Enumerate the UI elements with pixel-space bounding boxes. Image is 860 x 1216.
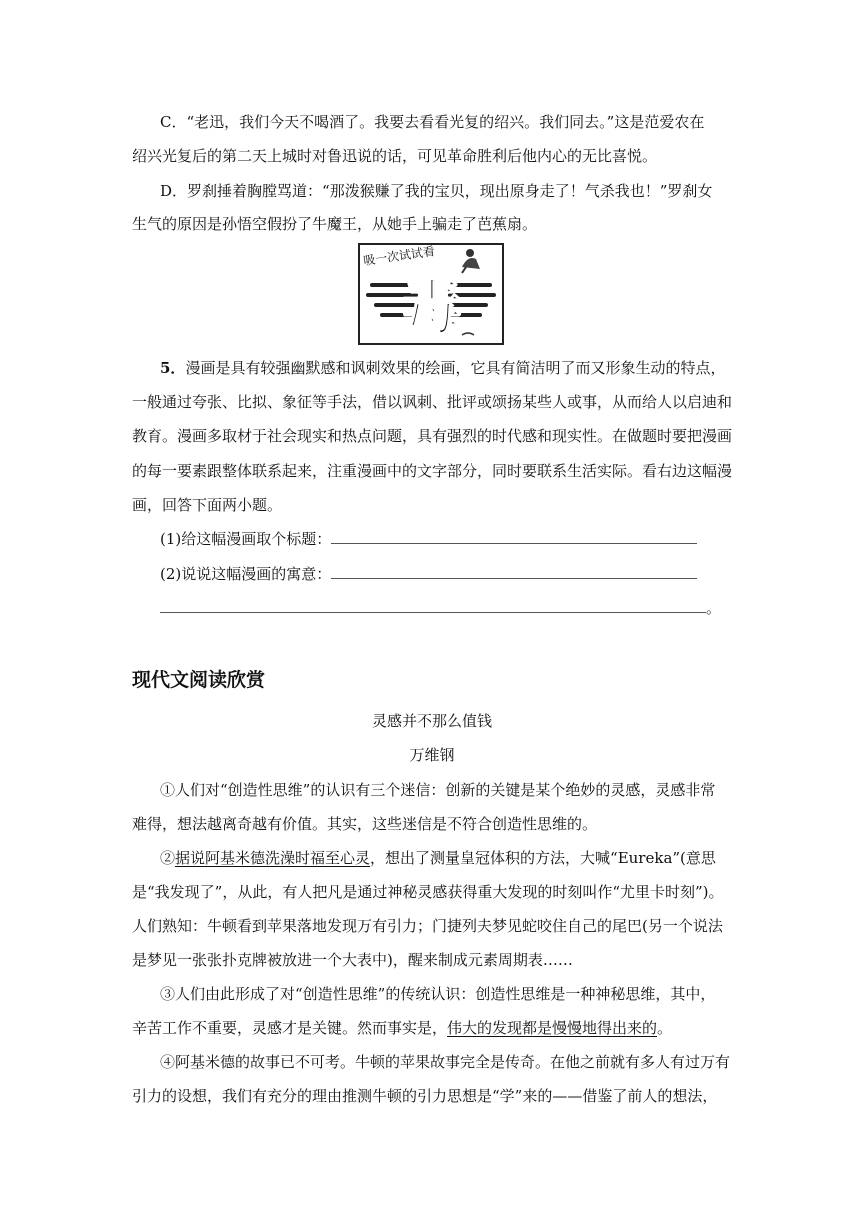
paragraph-2-line-1-rest: ，想出了测量皇冠体积的方法，大喊“Eureka”(意思 <box>370 849 716 867</box>
paragraph-3-line-2-end: 。 <box>657 1019 673 1037</box>
paragraph-2-marker: ② <box>160 849 176 867</box>
underlined-phrase-2: 伟大的发现都是慢慢地得出来的 <box>447 1019 658 1037</box>
paragraph-2-line-4: 是梦见一张张扑克牌被放进一个大表中)，醒来制成元素周期表…… <box>132 951 573 969</box>
option-c-line-2: 绍兴光复后的第二天上城时对鲁迅说的话，可见革命胜利后他内心的无比喜悦。 <box>132 147 658 165</box>
title-answer-blank[interactable] <box>331 529 697 544</box>
option-d-line-1: D．罗刹捶着胸膛骂道：“那泼猴赚了我的宝贝，现出原身走了！气杀我也！”罗刹女 <box>160 182 713 200</box>
end-mark: 。 <box>706 599 722 617</box>
paragraph-3-line-2-start: 辛苦工作不重要，灵感才是关键。然而事实是， <box>132 1019 448 1037</box>
cartoon-caption: 吸一次试试看 <box>362 244 436 268</box>
cartoon-glyph: 毒 <box>402 274 462 344</box>
subquestion-2-label: (2)说说这幅漫画的寓意： <box>160 565 332 583</box>
meaning-answer-blank-1[interactable] <box>331 564 697 579</box>
paragraph-4-line-1: ④阿基米德的故事已不可考。牛顿的苹果故事完全是传奇。在他之前就有多人有过万有 <box>160 1053 731 1071</box>
paragraph-4-line-2: 引力的设想，我们有充分的理由推测牛顿的引力思想是“学”来的——借鉴了前人的想法， <box>132 1087 718 1105</box>
section-heading: 现代文阅读欣赏 <box>132 669 266 691</box>
paragraph-1-line-1: ①人们对“创造性思维”的认识有三个迷信：创新的关键是某个绝妙的灵感，灵感非常 <box>160 781 716 799</box>
paragraph-2-line-3: 人们熟知：牛顿看到苹果落地发现万有引力；门捷列夫梦见蛇咬住自己的尾巴(另一个说法 <box>132 917 723 935</box>
subquestion-2-continuation <box>160 597 732 619</box>
question-5-line-4: 的每一要素跟整体联系起来，注重漫画中的文字部分，同时要联系生活实际。看右边这幅漫 <box>132 462 733 480</box>
underlined-phrase-1: 据说阿基米德洗澡时福至心灵 <box>175 849 371 867</box>
subquestion-1 <box>160 528 732 550</box>
article-title: 灵感并不那么值钱 <box>371 712 492 730</box>
question-number: 5． <box>160 359 186 377</box>
question-5-line-3: 教育。漫画多取材于社会现实和热点问题，具有强烈的时代感和现实性。在做题时要把漫画 <box>132 427 733 445</box>
option-d-line-2: 生气的原因是孙悟空假扮了牛魔王，从她手上骗走了芭蕉扇。 <box>132 215 538 233</box>
paragraph-2-line-1 <box>160 847 732 869</box>
paragraph-1-line-2: 难得，想法越离奇越有价值。其实，这些迷信是不符合创造性思维的。 <box>132 815 598 833</box>
paragraph-3-line-1: ③人们由此形成了对“创造性思维”的传统认识：创造性思维是一种神秘思维，其中， <box>160 985 716 1003</box>
question-5-line-1 <box>160 357 732 379</box>
cartoon-image <box>358 243 504 345</box>
meaning-answer-blank-2[interactable] <box>160 598 706 613</box>
question-5-line-2: 一般通过夸张、比拟、象征等手法，借以讽刺、批评或颂扬某些人或事，从而给人以启迪和 <box>132 393 733 411</box>
article-author: 万维钢 <box>409 746 455 764</box>
question-5-text: 漫画是具有较强幽默感和讽刺效果的绘画，它具有简洁明了而又形象生动的特点， <box>185 359 726 377</box>
question-5-line-5: 画，回答下面两小题。 <box>132 496 283 514</box>
paragraph-2-line-2: 是“我发现了”，从此，有人把凡是通过神秘灵感获得重大发现的时刻叫作“尤里卡时刻”)。 <box>132 883 724 901</box>
paragraph-3-line-2 <box>132 1017 732 1039</box>
subquestion-1-label: (1)给这幅漫画取个标题： <box>160 530 332 548</box>
option-c-line-1: C．“老迅，我们今天不喝酒了。我要去看看光复的绍兴。我们同去。”这是范爱农在 <box>160 113 705 131</box>
subquestion-2 <box>160 563 732 585</box>
